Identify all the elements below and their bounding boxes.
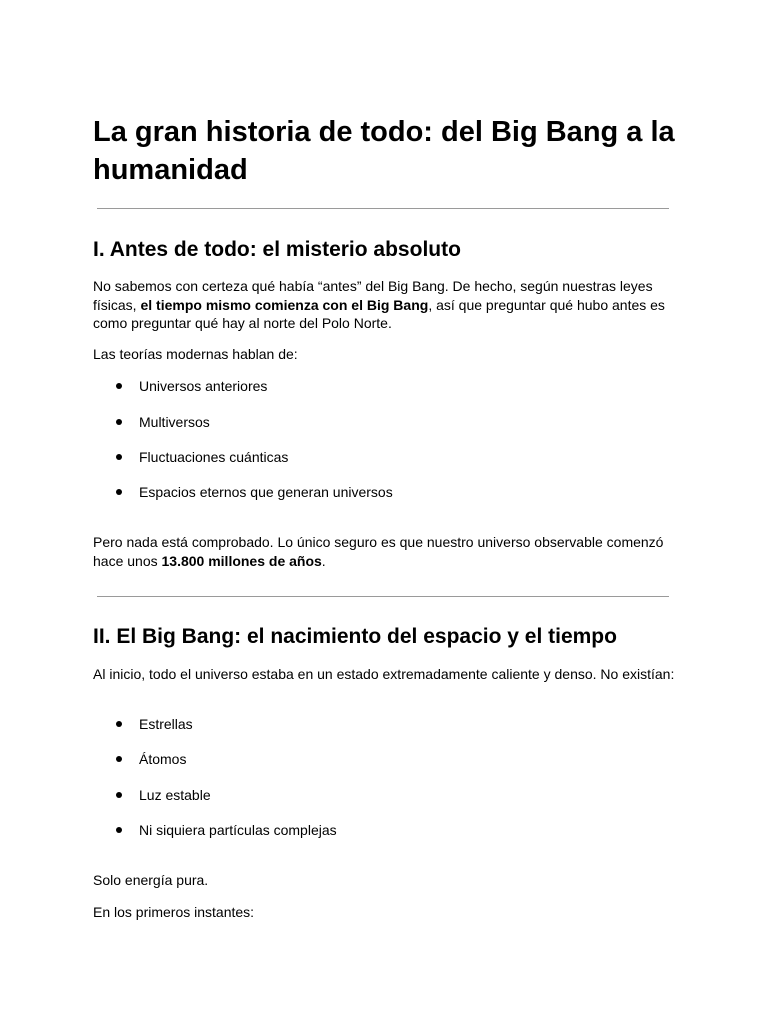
bullet-icon xyxy=(116,721,122,727)
list-item: Estrellas xyxy=(139,716,193,732)
list-item: Ni siquiera partículas complejas xyxy=(139,822,337,838)
list-item: Luz estable xyxy=(139,787,211,803)
divider xyxy=(97,596,669,597)
bullet-icon xyxy=(116,419,122,425)
paragraph-text: . xyxy=(321,552,326,569)
list-item: Átomos xyxy=(139,751,187,767)
bullet-icon xyxy=(116,489,122,495)
paragraph-bold-text: 13.800 millones de años xyxy=(161,552,322,569)
section-1-paragraph-3 xyxy=(93,533,683,570)
section-heading-1: I. Antes de todo: el misterio absoluto xyxy=(93,238,461,261)
bullet-icon xyxy=(116,383,122,389)
section-2-paragraph-3: En los primeros instantes: xyxy=(93,904,255,920)
section-2-paragraph-2: Solo energía pura. xyxy=(93,872,209,888)
document-title: La gran historia de todo: del Big Bang a la humanidad xyxy=(93,116,675,186)
section-2-paragraph-1: Al inicio, todo el universo estaba en un estado extremadamente caliente y denso. No existían: xyxy=(93,666,675,682)
bullet-icon xyxy=(116,792,122,798)
section-1-paragraph-2: Las teorías modernas hablan de: xyxy=(93,346,298,362)
list-item: Universos anteriores xyxy=(139,378,268,394)
paragraph-text: No sabemos con certeza qué había “antes” del Big Bang. De hecho, según nuestras leyes físicas, xyxy=(93,278,653,313)
list-item: Espacios eternos que generan universos xyxy=(139,484,393,500)
section-1-paragraph-1 xyxy=(93,277,683,333)
section-heading-2: II. El Big Bang: el nacimiento del espacio y el tiempo xyxy=(93,625,617,648)
paragraph-text: , así que preguntar qué hubo antes es como preguntar qué hay al norte del Polo Norte. xyxy=(93,296,665,331)
bullet-icon xyxy=(116,827,122,833)
paragraph-text: Pero nada está comprobado. Lo único seguro es que nuestro universo observable comenzó hace unos xyxy=(93,534,664,569)
list-item: Fluctuaciones cuánticas xyxy=(139,449,289,465)
list-item: Multiversos xyxy=(139,414,210,430)
divider xyxy=(97,208,669,209)
paragraph-bold-text: el tiempo mismo comienza con el Big Bang xyxy=(140,296,429,313)
bullet-icon xyxy=(116,454,122,460)
bullet-icon xyxy=(116,756,122,762)
